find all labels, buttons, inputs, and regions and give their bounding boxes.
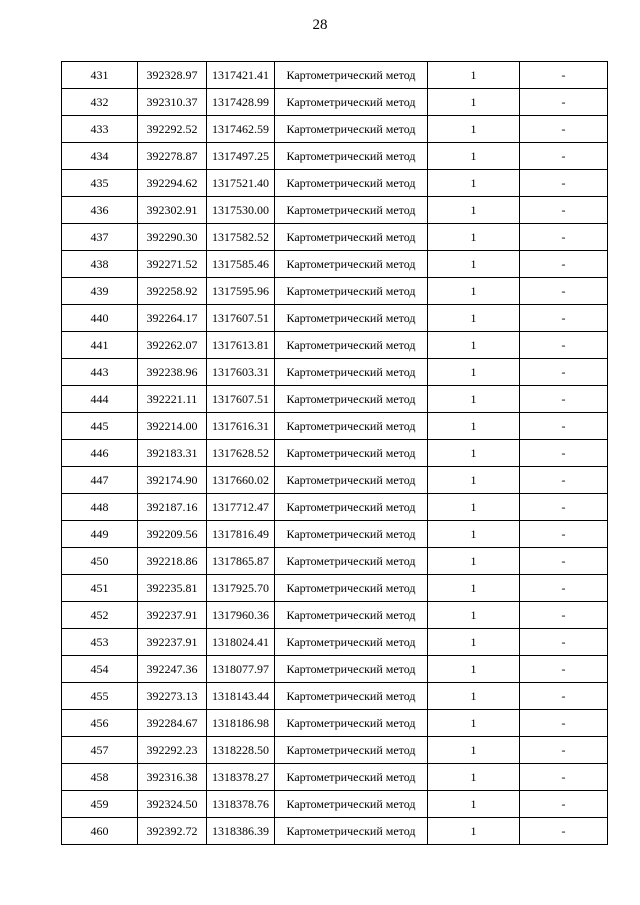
point-number-cell: 451 [62, 575, 138, 602]
description-cell: - [520, 116, 608, 143]
accuracy-cell: 1 [428, 521, 520, 548]
table-row [62, 359, 608, 386]
point-number-cell: 445 [62, 413, 138, 440]
method-cell: Картометрический метод [275, 629, 428, 656]
y-coordinate-cell: 1317865.87 [207, 548, 275, 575]
x-coordinate-cell: 392247.36 [138, 656, 207, 683]
accuracy-cell: 1 [428, 602, 520, 629]
accuracy-cell: 1 [428, 224, 520, 251]
y-coordinate-cell: 1318386.39 [207, 818, 275, 845]
table-row [62, 143, 608, 170]
description-cell: - [520, 521, 608, 548]
table-row [62, 278, 608, 305]
point-number-cell: 459 [62, 791, 138, 818]
y-coordinate-cell: 1317428.99 [207, 89, 275, 116]
point-number-cell: 456 [62, 710, 138, 737]
y-coordinate-cell: 1318143.44 [207, 683, 275, 710]
accuracy-cell: 1 [428, 359, 520, 386]
x-coordinate-cell: 392218.86 [138, 548, 207, 575]
method-cell: Картометрический метод [275, 710, 428, 737]
table-row [62, 710, 608, 737]
x-coordinate-cell: 392284.67 [138, 710, 207, 737]
x-coordinate-cell: 392187.16 [138, 494, 207, 521]
method-cell: Картометрический метод [275, 521, 428, 548]
description-cell: - [520, 818, 608, 845]
accuracy-cell: 1 [428, 413, 520, 440]
description-cell: - [520, 656, 608, 683]
method-cell: Картометрический метод [275, 818, 428, 845]
description-cell: - [520, 251, 608, 278]
method-cell: Картометрический метод [275, 602, 428, 629]
accuracy-cell: 1 [428, 818, 520, 845]
method-cell: Картометрический метод [275, 386, 428, 413]
accuracy-cell: 1 [428, 143, 520, 170]
method-cell: Картометрический метод [275, 683, 428, 710]
x-coordinate-cell: 392264.17 [138, 305, 207, 332]
y-coordinate-cell: 1317960.36 [207, 602, 275, 629]
point-number-cell: 452 [62, 602, 138, 629]
point-number-cell: 453 [62, 629, 138, 656]
table-row [62, 602, 608, 629]
table-row [62, 629, 608, 656]
y-coordinate-cell: 1317530.00 [207, 197, 275, 224]
accuracy-cell: 1 [428, 89, 520, 116]
coordinates-table-body [62, 62, 608, 845]
point-number-cell: 439 [62, 278, 138, 305]
table-row [62, 467, 608, 494]
x-coordinate-cell: 392273.13 [138, 683, 207, 710]
point-number-cell: 432 [62, 89, 138, 116]
description-cell: - [520, 305, 608, 332]
x-coordinate-cell: 392392.72 [138, 818, 207, 845]
description-cell: - [520, 224, 608, 251]
table-row [62, 332, 608, 359]
coordinates-table [61, 61, 608, 845]
x-coordinate-cell: 392262.07 [138, 332, 207, 359]
point-number-cell: 437 [62, 224, 138, 251]
x-coordinate-cell: 392237.91 [138, 629, 207, 656]
table-row [62, 305, 608, 332]
accuracy-cell: 1 [428, 305, 520, 332]
description-cell: - [520, 629, 608, 656]
method-cell: Картометрический метод [275, 440, 428, 467]
description-cell: - [520, 143, 608, 170]
accuracy-cell: 1 [428, 737, 520, 764]
table-row [62, 818, 608, 845]
y-coordinate-cell: 1317613.81 [207, 332, 275, 359]
y-coordinate-cell: 1318228.50 [207, 737, 275, 764]
table-row [62, 494, 608, 521]
x-coordinate-cell: 392292.52 [138, 116, 207, 143]
y-coordinate-cell: 1317521.40 [207, 170, 275, 197]
x-coordinate-cell: 392221.11 [138, 386, 207, 413]
method-cell: Картометрический метод [275, 467, 428, 494]
table-row [62, 521, 608, 548]
point-number-cell: 455 [62, 683, 138, 710]
method-cell: Картометрический метод [275, 89, 428, 116]
method-cell: Картометрический метод [275, 197, 428, 224]
x-coordinate-cell: 392294.62 [138, 170, 207, 197]
y-coordinate-cell: 1317660.02 [207, 467, 275, 494]
y-coordinate-cell: 1318378.76 [207, 791, 275, 818]
method-cell: Картометрический метод [275, 62, 428, 89]
description-cell: - [520, 683, 608, 710]
table-row [62, 170, 608, 197]
description-cell: - [520, 170, 608, 197]
method-cell: Картометрический метод [275, 143, 428, 170]
x-coordinate-cell: 392292.23 [138, 737, 207, 764]
table-row [62, 737, 608, 764]
table-row [62, 62, 608, 89]
table-row [62, 656, 608, 683]
x-coordinate-cell: 392302.91 [138, 197, 207, 224]
y-coordinate-cell: 1318077.97 [207, 656, 275, 683]
accuracy-cell: 1 [428, 548, 520, 575]
accuracy-cell: 1 [428, 575, 520, 602]
accuracy-cell: 1 [428, 386, 520, 413]
table-row [62, 575, 608, 602]
point-number-cell: 458 [62, 764, 138, 791]
x-coordinate-cell: 392235.81 [138, 575, 207, 602]
method-cell: Картометрический метод [275, 575, 428, 602]
accuracy-cell: 1 [428, 764, 520, 791]
table-row [62, 224, 608, 251]
x-coordinate-cell: 392238.96 [138, 359, 207, 386]
point-number-cell: 440 [62, 305, 138, 332]
table-row [62, 116, 608, 143]
accuracy-cell: 1 [428, 251, 520, 278]
description-cell: - [520, 359, 608, 386]
x-coordinate-cell: 392290.30 [138, 224, 207, 251]
y-coordinate-cell: 1317585.46 [207, 251, 275, 278]
accuracy-cell: 1 [428, 170, 520, 197]
method-cell: Картометрический метод [275, 170, 428, 197]
y-coordinate-cell: 1317628.52 [207, 440, 275, 467]
point-number-cell: 454 [62, 656, 138, 683]
x-coordinate-cell: 392316.38 [138, 764, 207, 791]
point-number-cell: 448 [62, 494, 138, 521]
y-coordinate-cell: 1317712.47 [207, 494, 275, 521]
point-number-cell: 443 [62, 359, 138, 386]
description-cell: - [520, 710, 608, 737]
x-coordinate-cell: 392278.87 [138, 143, 207, 170]
accuracy-cell: 1 [428, 494, 520, 521]
x-coordinate-cell: 392324.50 [138, 791, 207, 818]
table-row [62, 386, 608, 413]
accuracy-cell: 1 [428, 656, 520, 683]
description-cell: - [520, 197, 608, 224]
x-coordinate-cell: 392328.97 [138, 62, 207, 89]
description-cell: - [520, 413, 608, 440]
method-cell: Картометрический метод [275, 251, 428, 278]
description-cell: - [520, 548, 608, 575]
table-row [62, 413, 608, 440]
table-row [62, 683, 608, 710]
y-coordinate-cell: 1317607.51 [207, 386, 275, 413]
x-coordinate-cell: 392209.56 [138, 521, 207, 548]
description-cell: - [520, 62, 608, 89]
method-cell: Картометрический метод [275, 278, 428, 305]
accuracy-cell: 1 [428, 629, 520, 656]
x-coordinate-cell: 392258.92 [138, 278, 207, 305]
description-cell: - [520, 575, 608, 602]
point-number-cell: 436 [62, 197, 138, 224]
method-cell: Картометрический метод [275, 224, 428, 251]
y-coordinate-cell: 1317925.70 [207, 575, 275, 602]
description-cell: - [520, 440, 608, 467]
y-coordinate-cell: 1317462.59 [207, 116, 275, 143]
description-cell: - [520, 467, 608, 494]
x-coordinate-cell: 392214.00 [138, 413, 207, 440]
point-number-cell: 433 [62, 116, 138, 143]
table-row [62, 548, 608, 575]
description-cell: - [520, 737, 608, 764]
table-row [62, 791, 608, 818]
y-coordinate-cell: 1318186.98 [207, 710, 275, 737]
accuracy-cell: 1 [428, 332, 520, 359]
x-coordinate-cell: 392183.31 [138, 440, 207, 467]
point-number-cell: 449 [62, 521, 138, 548]
y-coordinate-cell: 1318378.27 [207, 764, 275, 791]
point-number-cell: 435 [62, 170, 138, 197]
point-number-cell: 441 [62, 332, 138, 359]
description-cell: - [520, 89, 608, 116]
method-cell: Картометрический метод [275, 737, 428, 764]
page-number: 28 [312, 17, 328, 33]
accuracy-cell: 1 [428, 440, 520, 467]
method-cell: Картометрический метод [275, 656, 428, 683]
description-cell: - [520, 494, 608, 521]
table-row [62, 89, 608, 116]
description-cell: - [520, 332, 608, 359]
accuracy-cell: 1 [428, 683, 520, 710]
y-coordinate-cell: 1317497.25 [207, 143, 275, 170]
accuracy-cell: 1 [428, 197, 520, 224]
description-cell: - [520, 791, 608, 818]
point-number-cell: 444 [62, 386, 138, 413]
y-coordinate-cell: 1317816.49 [207, 521, 275, 548]
x-coordinate-cell: 392310.37 [138, 89, 207, 116]
point-number-cell: 450 [62, 548, 138, 575]
description-cell: - [520, 278, 608, 305]
description-cell: - [520, 764, 608, 791]
y-coordinate-cell: 1317607.51 [207, 305, 275, 332]
accuracy-cell: 1 [428, 467, 520, 494]
y-coordinate-cell: 1317582.52 [207, 224, 275, 251]
description-cell: - [520, 602, 608, 629]
method-cell: Картометрический метод [275, 791, 428, 818]
point-number-cell: 457 [62, 737, 138, 764]
table-row [62, 764, 608, 791]
y-coordinate-cell: 1317595.96 [207, 278, 275, 305]
method-cell: Картометрический метод [275, 494, 428, 521]
method-cell: Картометрический метод [275, 548, 428, 575]
point-number-cell: 438 [62, 251, 138, 278]
x-coordinate-cell: 392271.52 [138, 251, 207, 278]
table-row [62, 440, 608, 467]
method-cell: Картометрический метод [275, 413, 428, 440]
method-cell: Картометрический метод [275, 359, 428, 386]
x-coordinate-cell: 392174.90 [138, 467, 207, 494]
point-number-cell: 434 [62, 143, 138, 170]
accuracy-cell: 1 [428, 62, 520, 89]
table-row [62, 251, 608, 278]
method-cell: Картометрический метод [275, 764, 428, 791]
accuracy-cell: 1 [428, 278, 520, 305]
y-coordinate-cell: 1317616.31 [207, 413, 275, 440]
x-coordinate-cell: 392237.91 [138, 602, 207, 629]
y-coordinate-cell: 1318024.41 [207, 629, 275, 656]
point-number-cell: 460 [62, 818, 138, 845]
point-number-cell: 431 [62, 62, 138, 89]
point-number-cell: 447 [62, 467, 138, 494]
table-row [62, 197, 608, 224]
description-cell: - [520, 386, 608, 413]
y-coordinate-cell: 1317603.31 [207, 359, 275, 386]
method-cell: Картометрический метод [275, 332, 428, 359]
method-cell: Картометрический метод [275, 116, 428, 143]
accuracy-cell: 1 [428, 116, 520, 143]
point-number-cell: 446 [62, 440, 138, 467]
accuracy-cell: 1 [428, 791, 520, 818]
method-cell: Картометрический метод [275, 305, 428, 332]
y-coordinate-cell: 1317421.41 [207, 62, 275, 89]
accuracy-cell: 1 [428, 710, 520, 737]
